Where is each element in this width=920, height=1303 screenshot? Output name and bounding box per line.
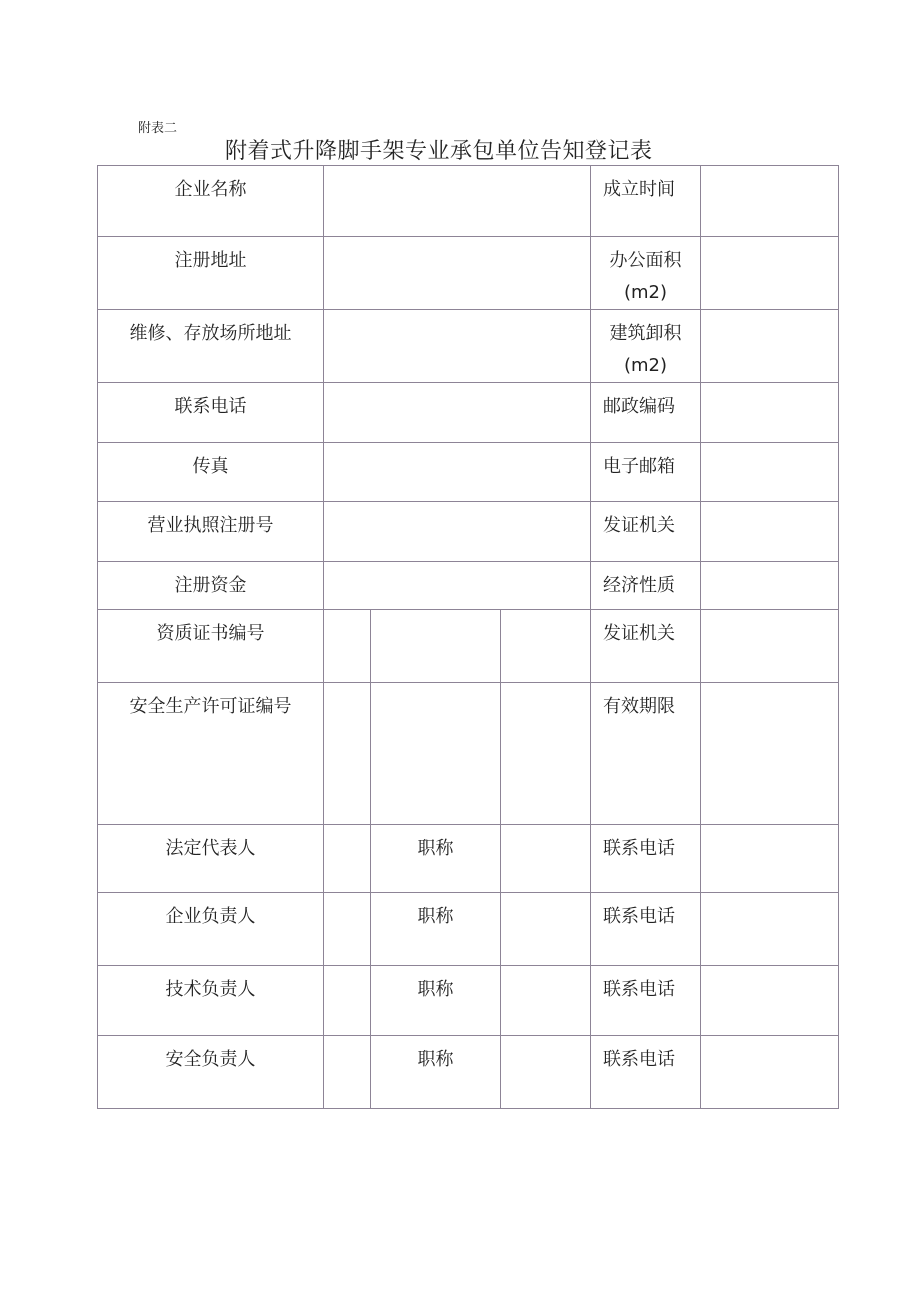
value-cell[interactable] <box>324 610 371 683</box>
row-label-2: 邮政编码 <box>591 383 701 443</box>
row-label: 注册资金 <box>98 562 324 610</box>
table-row <box>98 502 839 562</box>
table-row <box>98 966 839 1036</box>
row-label: 营业执照注册号 <box>98 502 324 562</box>
appendix-label: 附表二 <box>138 121 178 136</box>
row-label-2: 联系电话 <box>591 966 701 1036</box>
value-cell[interactable] <box>324 502 591 562</box>
title-label: 职称 <box>371 966 501 1036</box>
value-cell[interactable] <box>501 610 591 683</box>
row-label: 安全生产许可证编号 <box>98 683 324 825</box>
value-cell-2[interactable] <box>701 610 839 683</box>
page-title: 附着式升降脚手架专业承包单位告知登记表 <box>225 139 653 164</box>
value-cell[interactable] <box>501 966 591 1036</box>
table-row <box>98 166 839 237</box>
row-label-2: 发证机关 <box>591 502 701 562</box>
value-cell-2[interactable] <box>701 683 839 825</box>
value-cell-2[interactable] <box>701 966 839 1036</box>
value-cell[interactable] <box>324 825 371 893</box>
value-cell-2[interactable] <box>701 383 839 443</box>
row-label: 注册地址 <box>98 237 324 310</box>
row-label-2: 办公面积 (m2) <box>591 237 701 310</box>
row-label-2: 联系电话 <box>591 893 701 966</box>
value-cell-2[interactable] <box>701 237 839 310</box>
value-cell-2[interactable] <box>701 166 839 237</box>
value-cell[interactable] <box>324 893 371 966</box>
row-label-2: 电子邮箱 <box>591 443 701 502</box>
value-cell[interactable] <box>324 683 371 825</box>
row-label: 资质证书编号 <box>98 610 324 683</box>
row-label-2: 联系电话 <box>591 1036 701 1109</box>
value-cell[interactable] <box>501 683 591 825</box>
table-row <box>98 237 839 310</box>
table-row <box>98 683 839 825</box>
table-row <box>98 443 839 502</box>
title-label: 职称 <box>371 825 501 893</box>
row-label-2: 成立时间 <box>591 166 701 237</box>
value-cell[interactable] <box>324 1036 371 1109</box>
row-label: 维修、存放场所地址 <box>98 310 324 383</box>
row-label: 企业负责人 <box>98 893 324 966</box>
row-label: 传真 <box>98 443 324 502</box>
row-label: 技术负责人 <box>98 966 324 1036</box>
title-label: 职称 <box>371 1036 501 1109</box>
row-label: 法定代表人 <box>98 825 324 893</box>
value-cell[interactable] <box>324 237 591 310</box>
row-label: 企业名称 <box>98 166 324 237</box>
table-row <box>98 825 839 893</box>
value-cell[interactable] <box>324 166 591 237</box>
table-row <box>98 610 839 683</box>
value-cell[interactable] <box>371 683 501 825</box>
table-row <box>98 383 839 443</box>
value-cell[interactable] <box>501 825 591 893</box>
value-cell-2[interactable] <box>701 310 839 383</box>
table-row <box>98 893 839 966</box>
table-row <box>98 1036 839 1109</box>
row-label: 联系电话 <box>98 383 324 443</box>
row-label-2: 建筑卸积 (m2) <box>591 310 701 383</box>
value-cell-2[interactable] <box>701 825 839 893</box>
row-label-2: 联系电话 <box>591 825 701 893</box>
row-label-2: 经济性质 <box>591 562 701 610</box>
value-cell-2[interactable] <box>701 1036 839 1109</box>
value-cell[interactable] <box>371 610 501 683</box>
row-label-2: 发证机关 <box>591 610 701 683</box>
value-cell[interactable] <box>324 443 591 502</box>
value-cell-2[interactable] <box>701 562 839 610</box>
value-cell-2[interactable] <box>701 893 839 966</box>
table-row <box>98 562 839 610</box>
value-cell-2[interactable] <box>701 502 839 562</box>
row-label-2: 有效期限 <box>591 683 701 825</box>
value-cell[interactable] <box>324 383 591 443</box>
value-cell[interactable] <box>324 966 371 1036</box>
table-row <box>98 310 839 383</box>
registration-table <box>97 165 839 1109</box>
value-cell[interactable] <box>501 893 591 966</box>
row-label: 安全负责人 <box>98 1036 324 1109</box>
title-label: 职称 <box>371 893 501 966</box>
value-cell[interactable] <box>324 562 591 610</box>
value-cell[interactable] <box>501 1036 591 1109</box>
value-cell-2[interactable] <box>701 443 839 502</box>
value-cell[interactable] <box>324 310 591 383</box>
